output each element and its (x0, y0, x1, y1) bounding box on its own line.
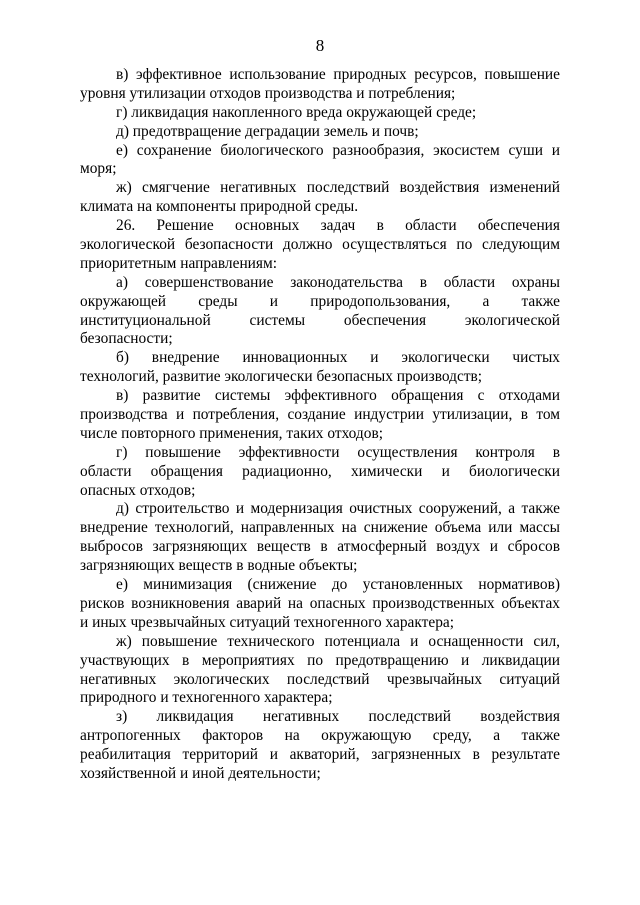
text-line: в) эффективное использование природных ресурсов, повышение (116, 66, 560, 83)
text-line: окружающей среды и природопользования, а также (80, 292, 560, 310)
text-line: д) предотвращение деградации земель и почв; (116, 122, 419, 140)
text-line: б) внедрение инновационных и экологически чистых (116, 349, 560, 367)
text-line: е) сохранение биологического разнообразия, экосистем суши и (116, 141, 560, 159)
text-line: г) ликвидация накопленного вреда окружающей среде; (116, 103, 477, 121)
text-line: числе повторного применения, таких отходов; (80, 424, 384, 442)
text-line: з) ликвидация негативных последствий воздействия (116, 708, 560, 726)
paragraph (80, 123, 560, 142)
paragraph (80, 349, 560, 387)
text-line: производства и потребления, создание индустрии утилизации, в том (80, 406, 560, 424)
text-line: загрязняющих веществ в водные объекты; (80, 557, 358, 575)
paragraph (80, 274, 560, 350)
text-line: внедрение технологий, направленных на снижение объема или массы (80, 519, 560, 537)
text-line: технологий, развитие экологически безопасных производств; (80, 368, 483, 386)
page-number: 8 (315, 36, 325, 55)
paragraph (80, 217, 560, 274)
text-line: рисков возникновения аварий на опасных производственных объектах (80, 594, 560, 612)
text-line: г) повышение эффективности осуществления контроля в (116, 443, 560, 461)
text-line: реабилитация территорий и акваторий, загрязненных в результате (80, 746, 560, 764)
text-line: области обращения радиационно, химически и биологически (80, 462, 560, 480)
text-line: опасных отходов; (80, 481, 196, 499)
text-line: моря; (80, 160, 117, 178)
paragraph (80, 104, 560, 123)
text-line: хозяйственной и иной деятельности; (80, 764, 321, 782)
text-line: д) строительство и модернизация очистных сооружений, а также (116, 500, 560, 518)
text-line: экологической безопасности должно осуществляться по следующим (80, 236, 560, 254)
text-line: негативных экологических последствий чрезвычайных ситуаций (80, 670, 560, 688)
text-line: уровня утилизации отходов производства и потребления; (80, 84, 456, 102)
paragraph (80, 179, 560, 217)
text-line: климата на компоненты природной среды. (80, 198, 359, 216)
text-line: антропогенных факторов на окружающую среду, а также (80, 727, 560, 745)
paragraph (80, 708, 560, 784)
text-line: безопасности; (80, 330, 173, 348)
text-line: и иных чрезвычайных ситуаций техногенного характера; (80, 613, 455, 631)
paragraph (80, 444, 560, 501)
paragraph (80, 633, 560, 709)
text-line: ж) смягчение негативных последствий воздействия изменений (116, 179, 560, 197)
paragraph (80, 576, 560, 633)
text-line: природного и техногенного характера; (80, 689, 333, 707)
text-line: 26. Решение основных задач в области обеспечения (116, 217, 560, 235)
paragraph (80, 387, 560, 444)
paragraph (80, 500, 560, 576)
text-line: приоритетным направлениям: (80, 254, 278, 272)
paragraph (80, 142, 560, 180)
text-line: институциональной системы обеспечения экологической (80, 311, 560, 329)
text-line: а) совершенствование законодательства в области охраны (116, 273, 560, 291)
text-line: участвующих в мероприятиях по предотвращению и ликвидации (80, 651, 560, 669)
text-line: е) минимизация (снижение до установленных нормативов) (116, 576, 560, 594)
paragraph (80, 66, 560, 104)
text-line: в) развитие системы эффективного обращения с отходами (116, 387, 560, 405)
document-body (80, 66, 560, 784)
text-line: выбросов загрязняющих веществ в атмосферный воздух и сбросов (80, 538, 560, 556)
text-line: ж) повышение технического потенциала и оснащенности сил, (116, 632, 560, 650)
